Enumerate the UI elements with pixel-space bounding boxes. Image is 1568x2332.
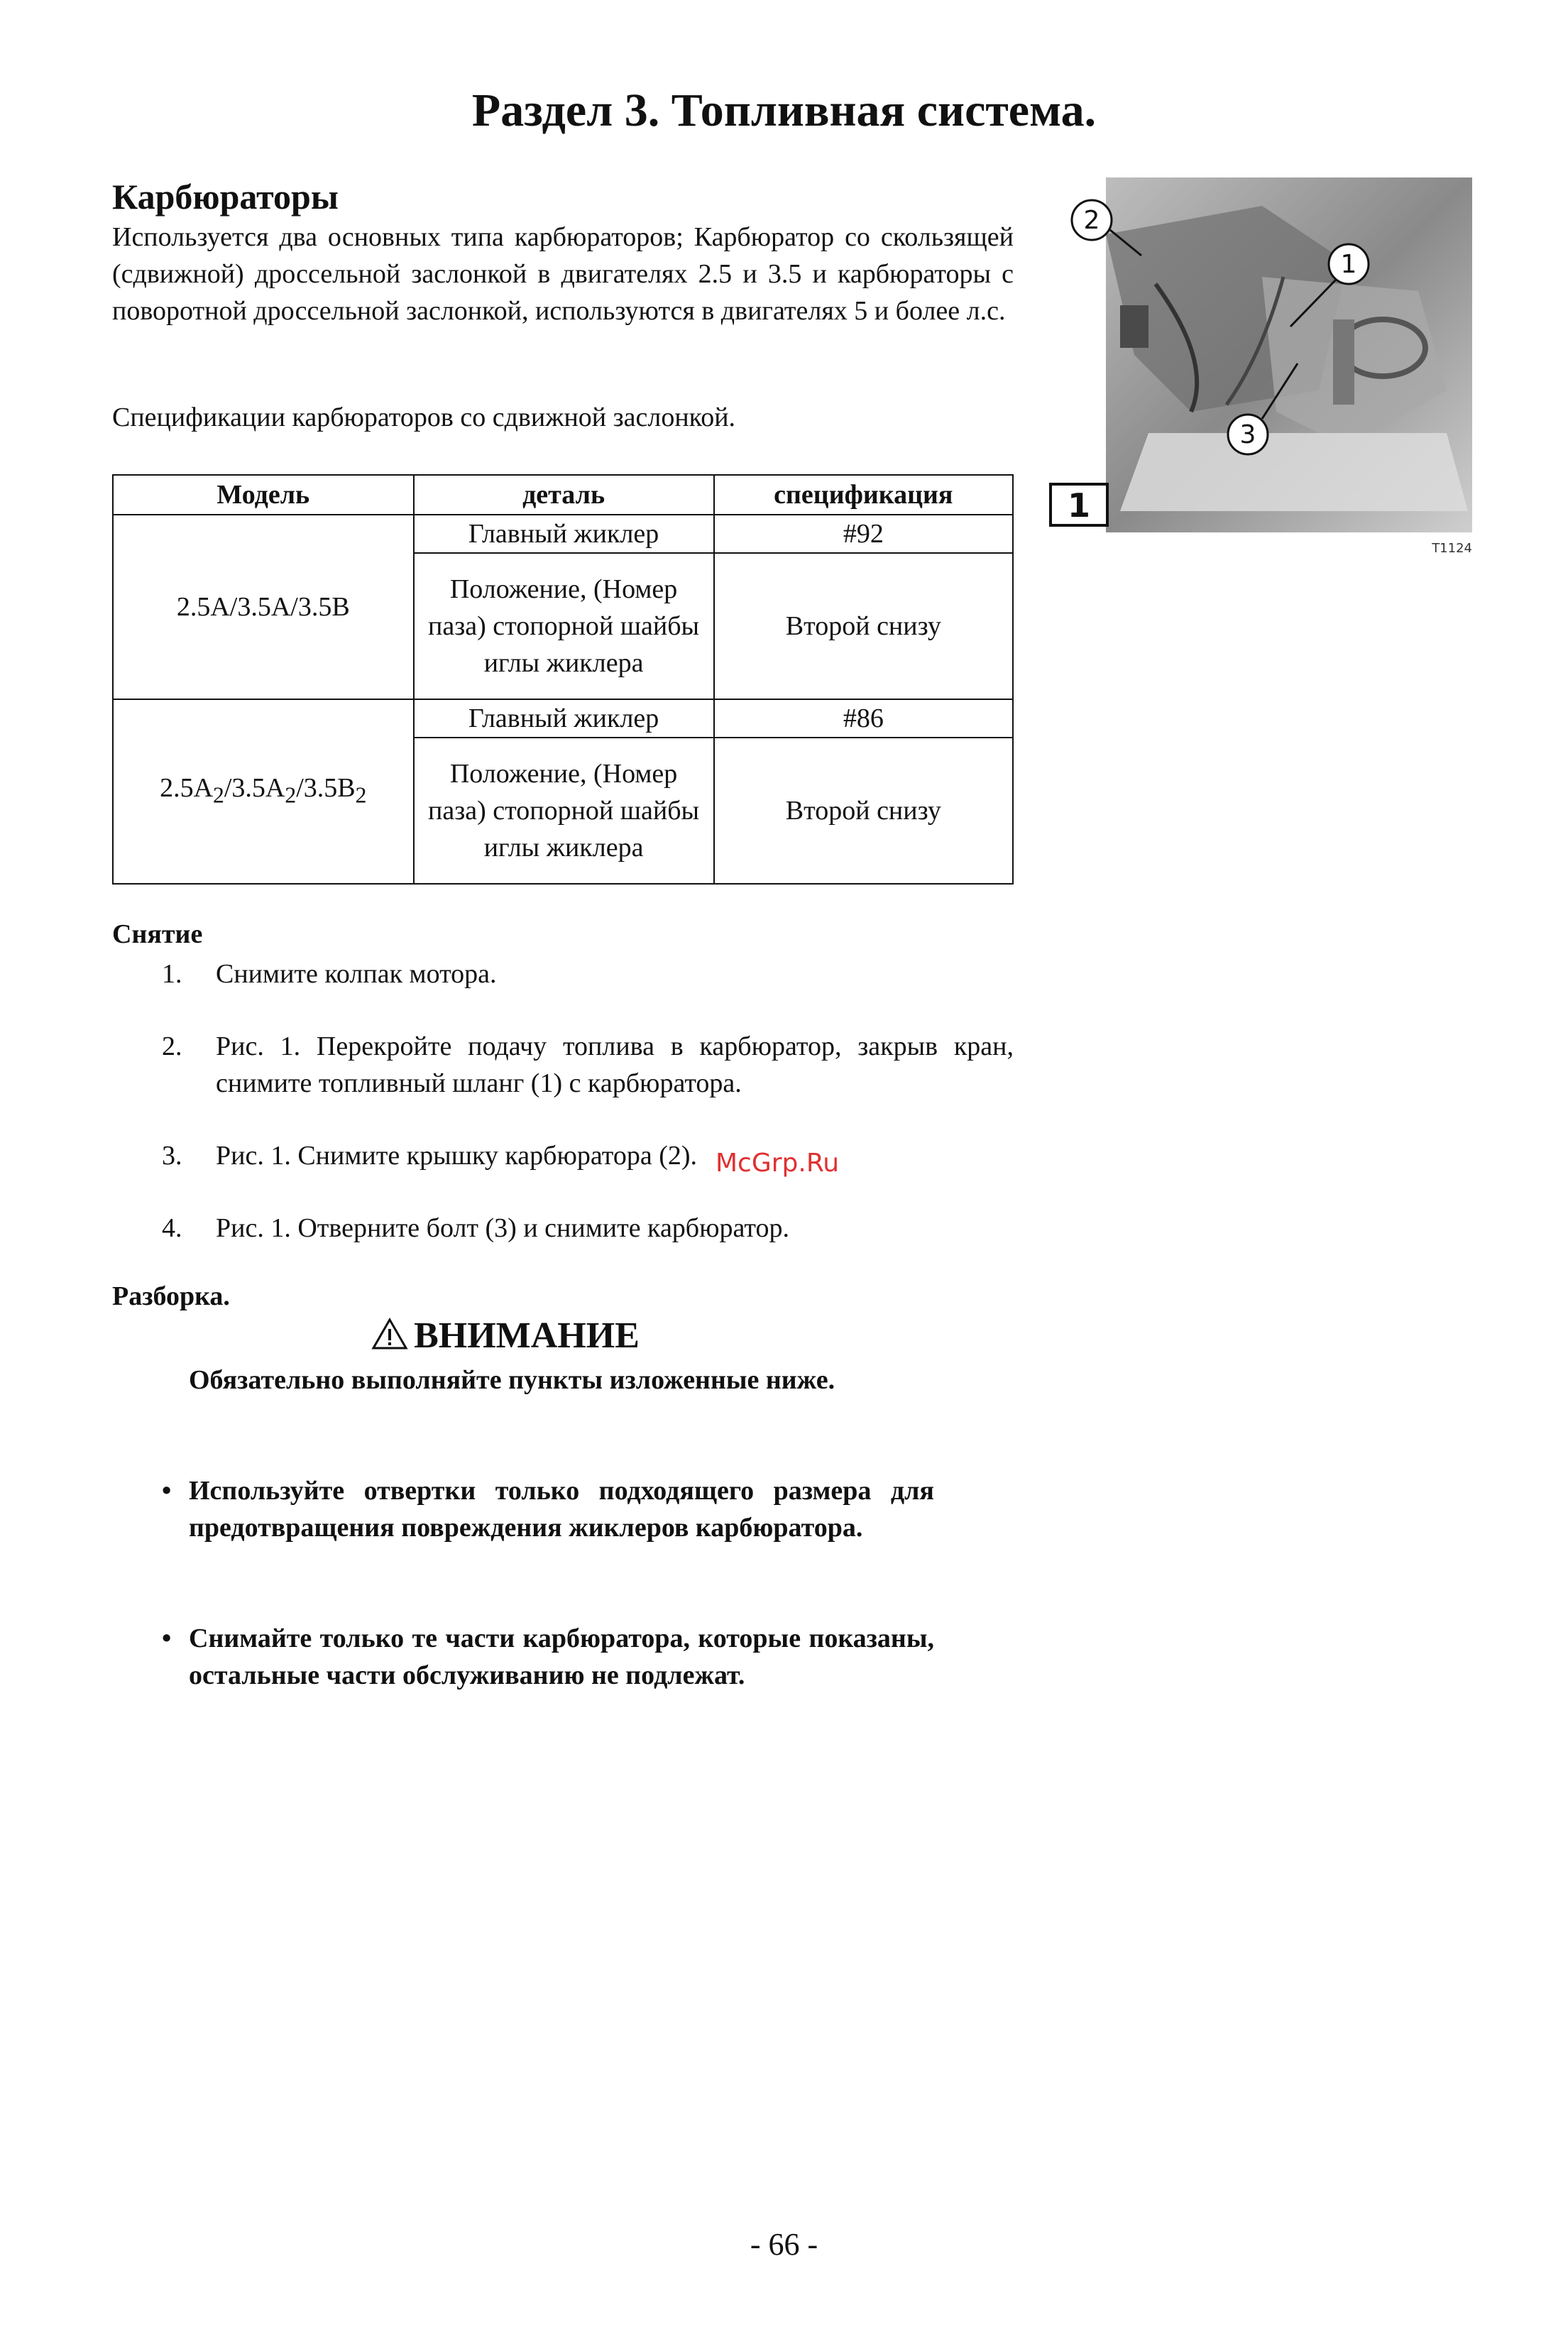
- figure-code: T1124: [1432, 541, 1472, 556]
- bullet-text: Снимайте только те части карбюратора, которые показаны, остальные части обслуживанию не подлежат.: [189, 1624, 934, 1690]
- model-subscript: 2: [213, 782, 224, 808]
- carburetor-figure: [1049, 177, 1486, 575]
- spec-cell: #86: [714, 699, 1013, 738]
- list-item: [162, 1620, 934, 1734]
- table-header-row: [113, 475, 1013, 515]
- step-text: Снимите колпак мотора.: [216, 959, 497, 989]
- step-text: Рис. 1. Перекройте подачу топлива в карбюратор, закрыв кран, снимите топливный шланг (1) с карбюратора.: [216, 1031, 1014, 1098]
- callout-3-label: 3: [1239, 420, 1256, 449]
- disassembly-heading: Разборка.: [112, 1281, 230, 1311]
- removal-steps: [162, 956, 1014, 1254]
- figure-number: 1: [1067, 486, 1091, 525]
- warning-text: Обязательно выполняйте пункты изложенные ниже.: [189, 1365, 835, 1395]
- model-subscript: 2: [355, 782, 367, 808]
- step-number: 4.: [162, 1213, 182, 1243]
- model-cell: 2.5A/3.5A/3.5B: [113, 515, 414, 699]
- list-item: [162, 1472, 934, 1586]
- step-number: 2.: [162, 1031, 182, 1061]
- step-number: 1.: [162, 959, 182, 989]
- warning-title: [0, 1315, 1011, 1357]
- page-title: Раздел 3. Топливная система.: [471, 84, 1097, 136]
- table-header-part: деталь: [414, 475, 714, 515]
- bullet-icon: •: [162, 1624, 172, 1653]
- part-cell: Положение, (Номер паза) стопорной шайбы иглы жиклера: [414, 738, 714, 884]
- spec-cell: Второй снизу: [714, 738, 1013, 884]
- section-heading: Карбюраторы: [112, 177, 339, 217]
- spec-cell: Второй снизу: [714, 553, 1013, 699]
- table-row: [113, 515, 1013, 553]
- removal-heading: Снятие: [112, 919, 203, 949]
- part-cell: Главный жиклер: [414, 699, 714, 738]
- page-number: - 66 -: [750, 2227, 818, 2262]
- part-cell: Положение, (Номер паза) стопорной шайбы иглы жиклера: [414, 553, 714, 699]
- watermark: McGrp.Ru: [716, 1149, 840, 1178]
- table-row: [113, 699, 1013, 738]
- model-part: 2.5A: [160, 772, 214, 803]
- warning-title-text: ВНИМАНИЕ: [414, 1315, 640, 1356]
- step-number: 3.: [162, 1141, 182, 1171]
- part-cell: Главный жиклер: [414, 515, 714, 553]
- step-text: Рис. 1. Отверните болт (3) и снимите карбюратор.: [216, 1213, 790, 1243]
- callout-1-label: 1: [1340, 250, 1357, 279]
- model-cell: [113, 699, 414, 884]
- callout-2-label: 2: [1083, 206, 1100, 235]
- carburetor-photo: [1049, 177, 1486, 575]
- step-text: Рис. 1. Снимите крышку карбюратора (2).: [216, 1141, 698, 1171]
- intro-paragraph: Используется два основных типа карбюраторов; Карбюратор со скользящей (сдвижной) дроссельной заслонкой в двигателях 2.5 и 3.5 и карбюраторы с поворотной дроссельной заслонкой, используются в двигателях 5 и более л.с.: [112, 222, 1014, 326]
- spec-table: [112, 474, 1014, 885]
- table-header-model: Модель: [113, 475, 414, 515]
- spec-caption: Спецификации карбюраторов со сдвижной заслонкой.: [112, 403, 736, 432]
- model-part: /3.5A: [224, 772, 285, 803]
- model-subscript: 2: [285, 782, 297, 808]
- table-header-spec: спецификация: [714, 475, 1013, 515]
- bullet-icon: •: [162, 1476, 172, 1506]
- bullet-text: Используйте отвертки только подходящего размера для предотвращения повреждения жиклеров карбюратора.: [189, 1476, 934, 1543]
- model-part: /3.5B: [296, 772, 356, 803]
- spec-cell: #92: [714, 515, 1013, 553]
- warning-icon: [371, 1318, 408, 1350]
